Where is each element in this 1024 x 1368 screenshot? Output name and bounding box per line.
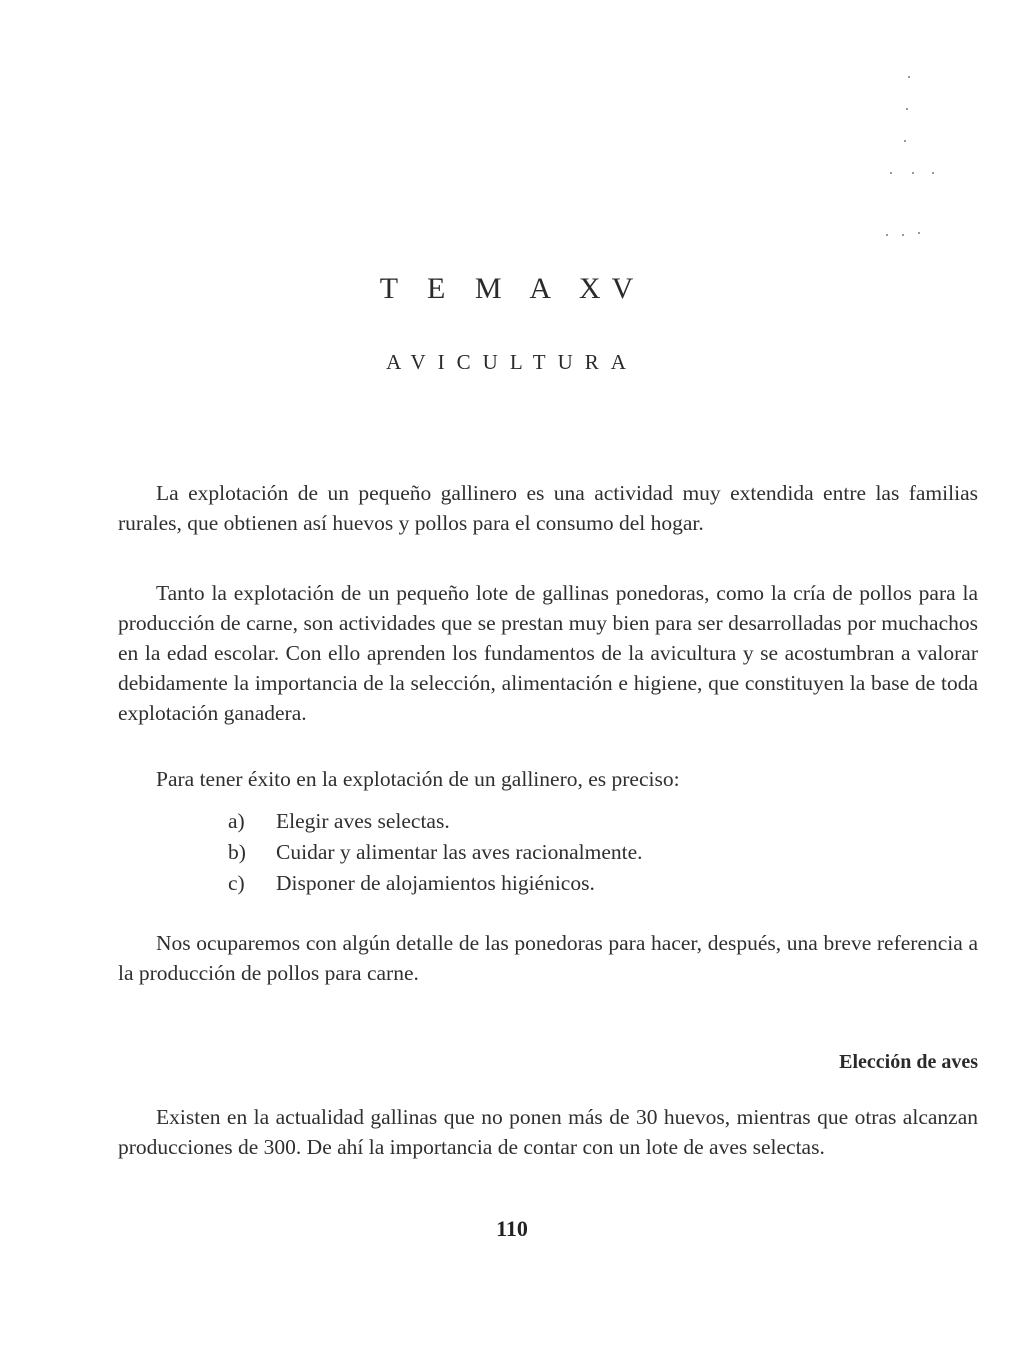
scan-speck (886, 234, 888, 236)
list-marker: b) (228, 840, 246, 864)
list-item (228, 806, 643, 837)
scan-speck (918, 232, 920, 234)
paragraph-text: Para tener éxito en la explotación de un gallinero, es preciso: (156, 767, 680, 791)
list-item-text: Disponer de alojamientos higiénicos. (276, 871, 595, 895)
subject-title: AVICULTURA (386, 350, 638, 374)
list-marker: a) (228, 809, 245, 833)
list-item (228, 868, 643, 899)
scan-speck (932, 172, 934, 174)
scan-speck (906, 108, 908, 110)
paragraph-text: La explotación de un pequeño gallinero es una actividad muy extendida entre las familias rurales, que obtienen así huevos y pollos para el consumo del hogar. (118, 481, 978, 535)
scan-speck (908, 76, 910, 78)
page-number: 110 (496, 1216, 528, 1241)
paragraph-third (118, 764, 978, 794)
list-item-text: Cuidar y alimentar las aves racionalmente. (276, 840, 643, 864)
paragraph-text: Tanto la explotación de un pequeño lote de gallinas ponedoras, como la cría de pollos para la producción de carne, son actividades que se prestan muy bien para ser desarrolladas por muchachos en la edad escolar. Con ello aprenden los fundamentos de la avicultura y se acostumbran a valorar debidamente la importancia de la selección, alimentación e higiene, que constituyen la base de toda explotación ganadera. (118, 581, 978, 725)
requirements-list (228, 806, 643, 899)
section-paragraph (118, 1102, 978, 1162)
list-marker: c) (228, 871, 245, 895)
paragraph-second (118, 578, 978, 728)
chapter-title: T E M A XV (379, 272, 645, 305)
scan-speck (890, 172, 892, 174)
list-item-text: Elegir aves selectas. (276, 809, 450, 833)
list-item (228, 837, 643, 868)
section-heading: Elección de aves (839, 1051, 978, 1073)
scan-speck (912, 172, 914, 174)
paragraph-intro (118, 478, 978, 538)
scan-speck (902, 234, 904, 236)
scan-speck (904, 140, 906, 142)
paragraph-text: Nos ocuparemos con algún detalle de las ponedoras para hacer, después, una breve referencia a la producción de pollos para carne. (118, 931, 978, 985)
paragraph-fourth (118, 928, 978, 988)
paragraph-text: Existen en la actualidad gallinas que no ponen más de 30 huevos, mientras que otras alcanzan producciones de 300. De ahí la importancia de contar con un lote de aves selectas. (118, 1105, 978, 1159)
